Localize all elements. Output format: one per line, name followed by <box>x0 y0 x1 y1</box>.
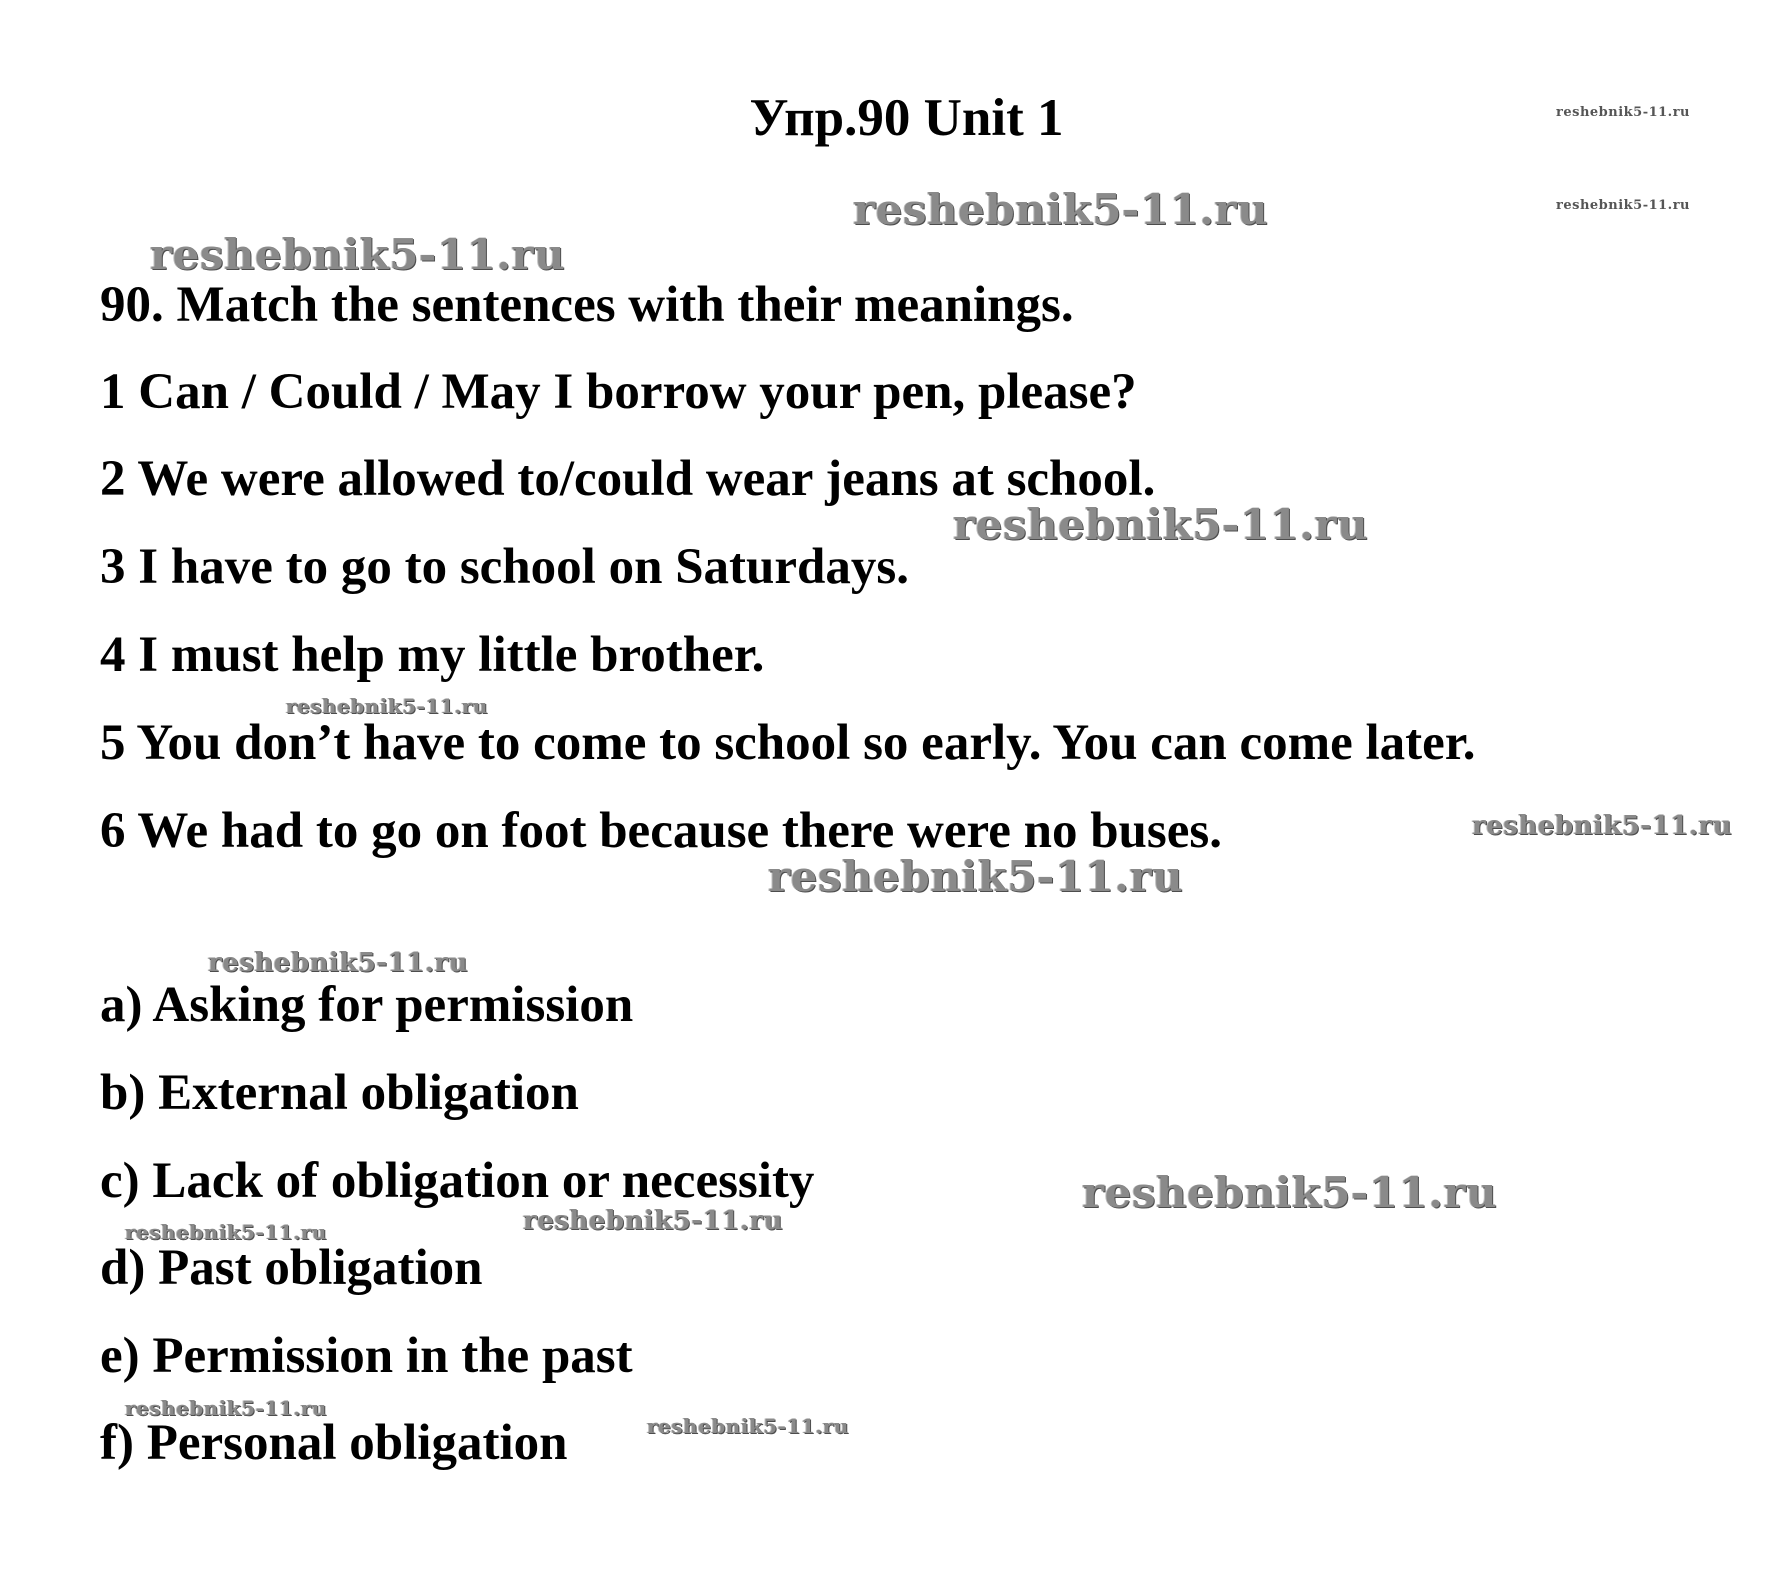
watermark: reshebnik5-11.ru <box>523 1206 784 1236</box>
sentence-2: 2 We were allowed to/could wear jeans at school. <box>100 451 1156 507</box>
meaning-b: b) External obligation <box>100 1065 579 1121</box>
watermark: reshebnik5-11.ru <box>286 694 488 718</box>
meaning-c: c) Lack of obligation or necessity <box>100 1153 815 1209</box>
watermark: reshebnik5-11.ru <box>768 852 1184 901</box>
watermark: reshebnik5-11.ru <box>125 1396 327 1420</box>
watermark: reshebnik5-11.ru <box>953 500 1369 549</box>
sentence-4: 4 I must help my little brother. <box>100 627 765 683</box>
sentence-3: 3 I have to go to school on Saturdays. <box>100 539 910 595</box>
watermark: reshebnik5-11.ru <box>1472 811 1733 841</box>
watermark: reshebnik5-11.ru <box>208 948 469 978</box>
watermark: reshebnik5-11.ru <box>125 1220 327 1244</box>
meaning-e: e) Permission in the past <box>100 1328 633 1384</box>
meaning-a: a) Asking for permission <box>100 977 634 1033</box>
meaning-f: f) Personal obligation <box>100 1415 568 1471</box>
watermark: reshebnik5-11.ru <box>647 1414 849 1438</box>
sentence-5: 5 You don’t have to come to school so early. You can come later. <box>100 715 1476 771</box>
page-title: Упр.90 Unit 1 <box>749 89 1064 147</box>
sentence-6: 6 We had to go on foot because there were no buses. <box>100 803 1222 859</box>
sentence-1: 1 Can / Could / May I borrow your pen, please? <box>100 364 1137 420</box>
watermark: reshebnik5-11.ru <box>1556 105 1691 120</box>
watermark: reshebnik5-11.ru <box>1082 1168 1498 1217</box>
watermark: reshebnik5-11.ru <box>150 230 566 279</box>
meaning-d: d) Past obligation <box>100 1240 483 1296</box>
watermark: reshebnik5-11.ru <box>853 185 1269 234</box>
exercise-heading: 90. Match the sentences with their meanings. <box>100 277 1074 333</box>
watermark: reshebnik5-11.ru <box>1556 198 1691 213</box>
